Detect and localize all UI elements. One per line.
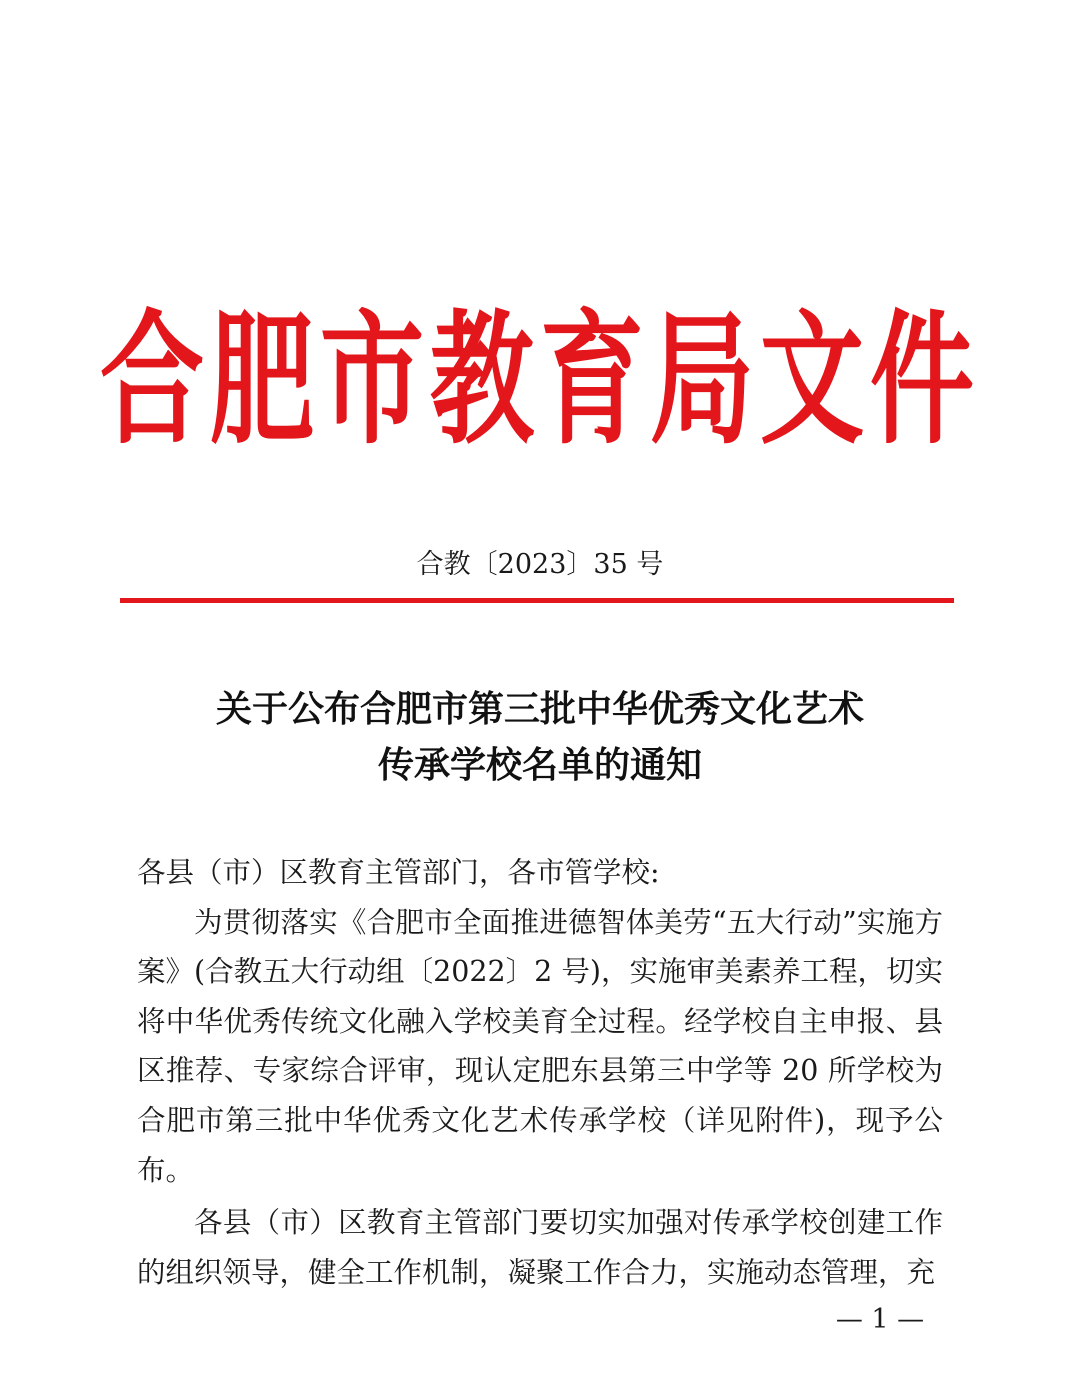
document-number: 合教〔2023〕35 号 [416,549,664,580]
page-number: — 1 — [835,1304,925,1335]
salutation: 各县（市）区教育主管部门，各市管学校: [137,856,660,889]
red-divider-line [120,598,954,603]
document-header: 合肥市教育局文件 [99,295,980,465]
document-title [80,682,1000,794]
body-paragraph-1: 为贯彻落实《合肥市全面推进德智体美劳“五大行动”实施方案》(合教五大行动组〔2022〕2 号)，实施审美素养工程，切实将中华优秀传统文化融入学校美育全过程。经学校自主申报、县区推荐、专家综合评审，现认定肥东县第三中学等 20 所学校为合肥市第三批中华优秀文化艺术传承学校（详见附件)，现予公布。 [137,905,943,1187]
body-paragraph-2: 各县（市）区教育主管部门要切实加强对传承学校创建工作的组织领导，健全工作机制，凝聚工作合力，实施动态管理，充 [137,1206,943,1289]
title-line-2: 传承学校名单的通知 [377,745,702,786]
document-body [137,848,943,1297]
title-line-1: 关于公布合肥市第三批中华优秀文化艺术 [215,689,864,730]
